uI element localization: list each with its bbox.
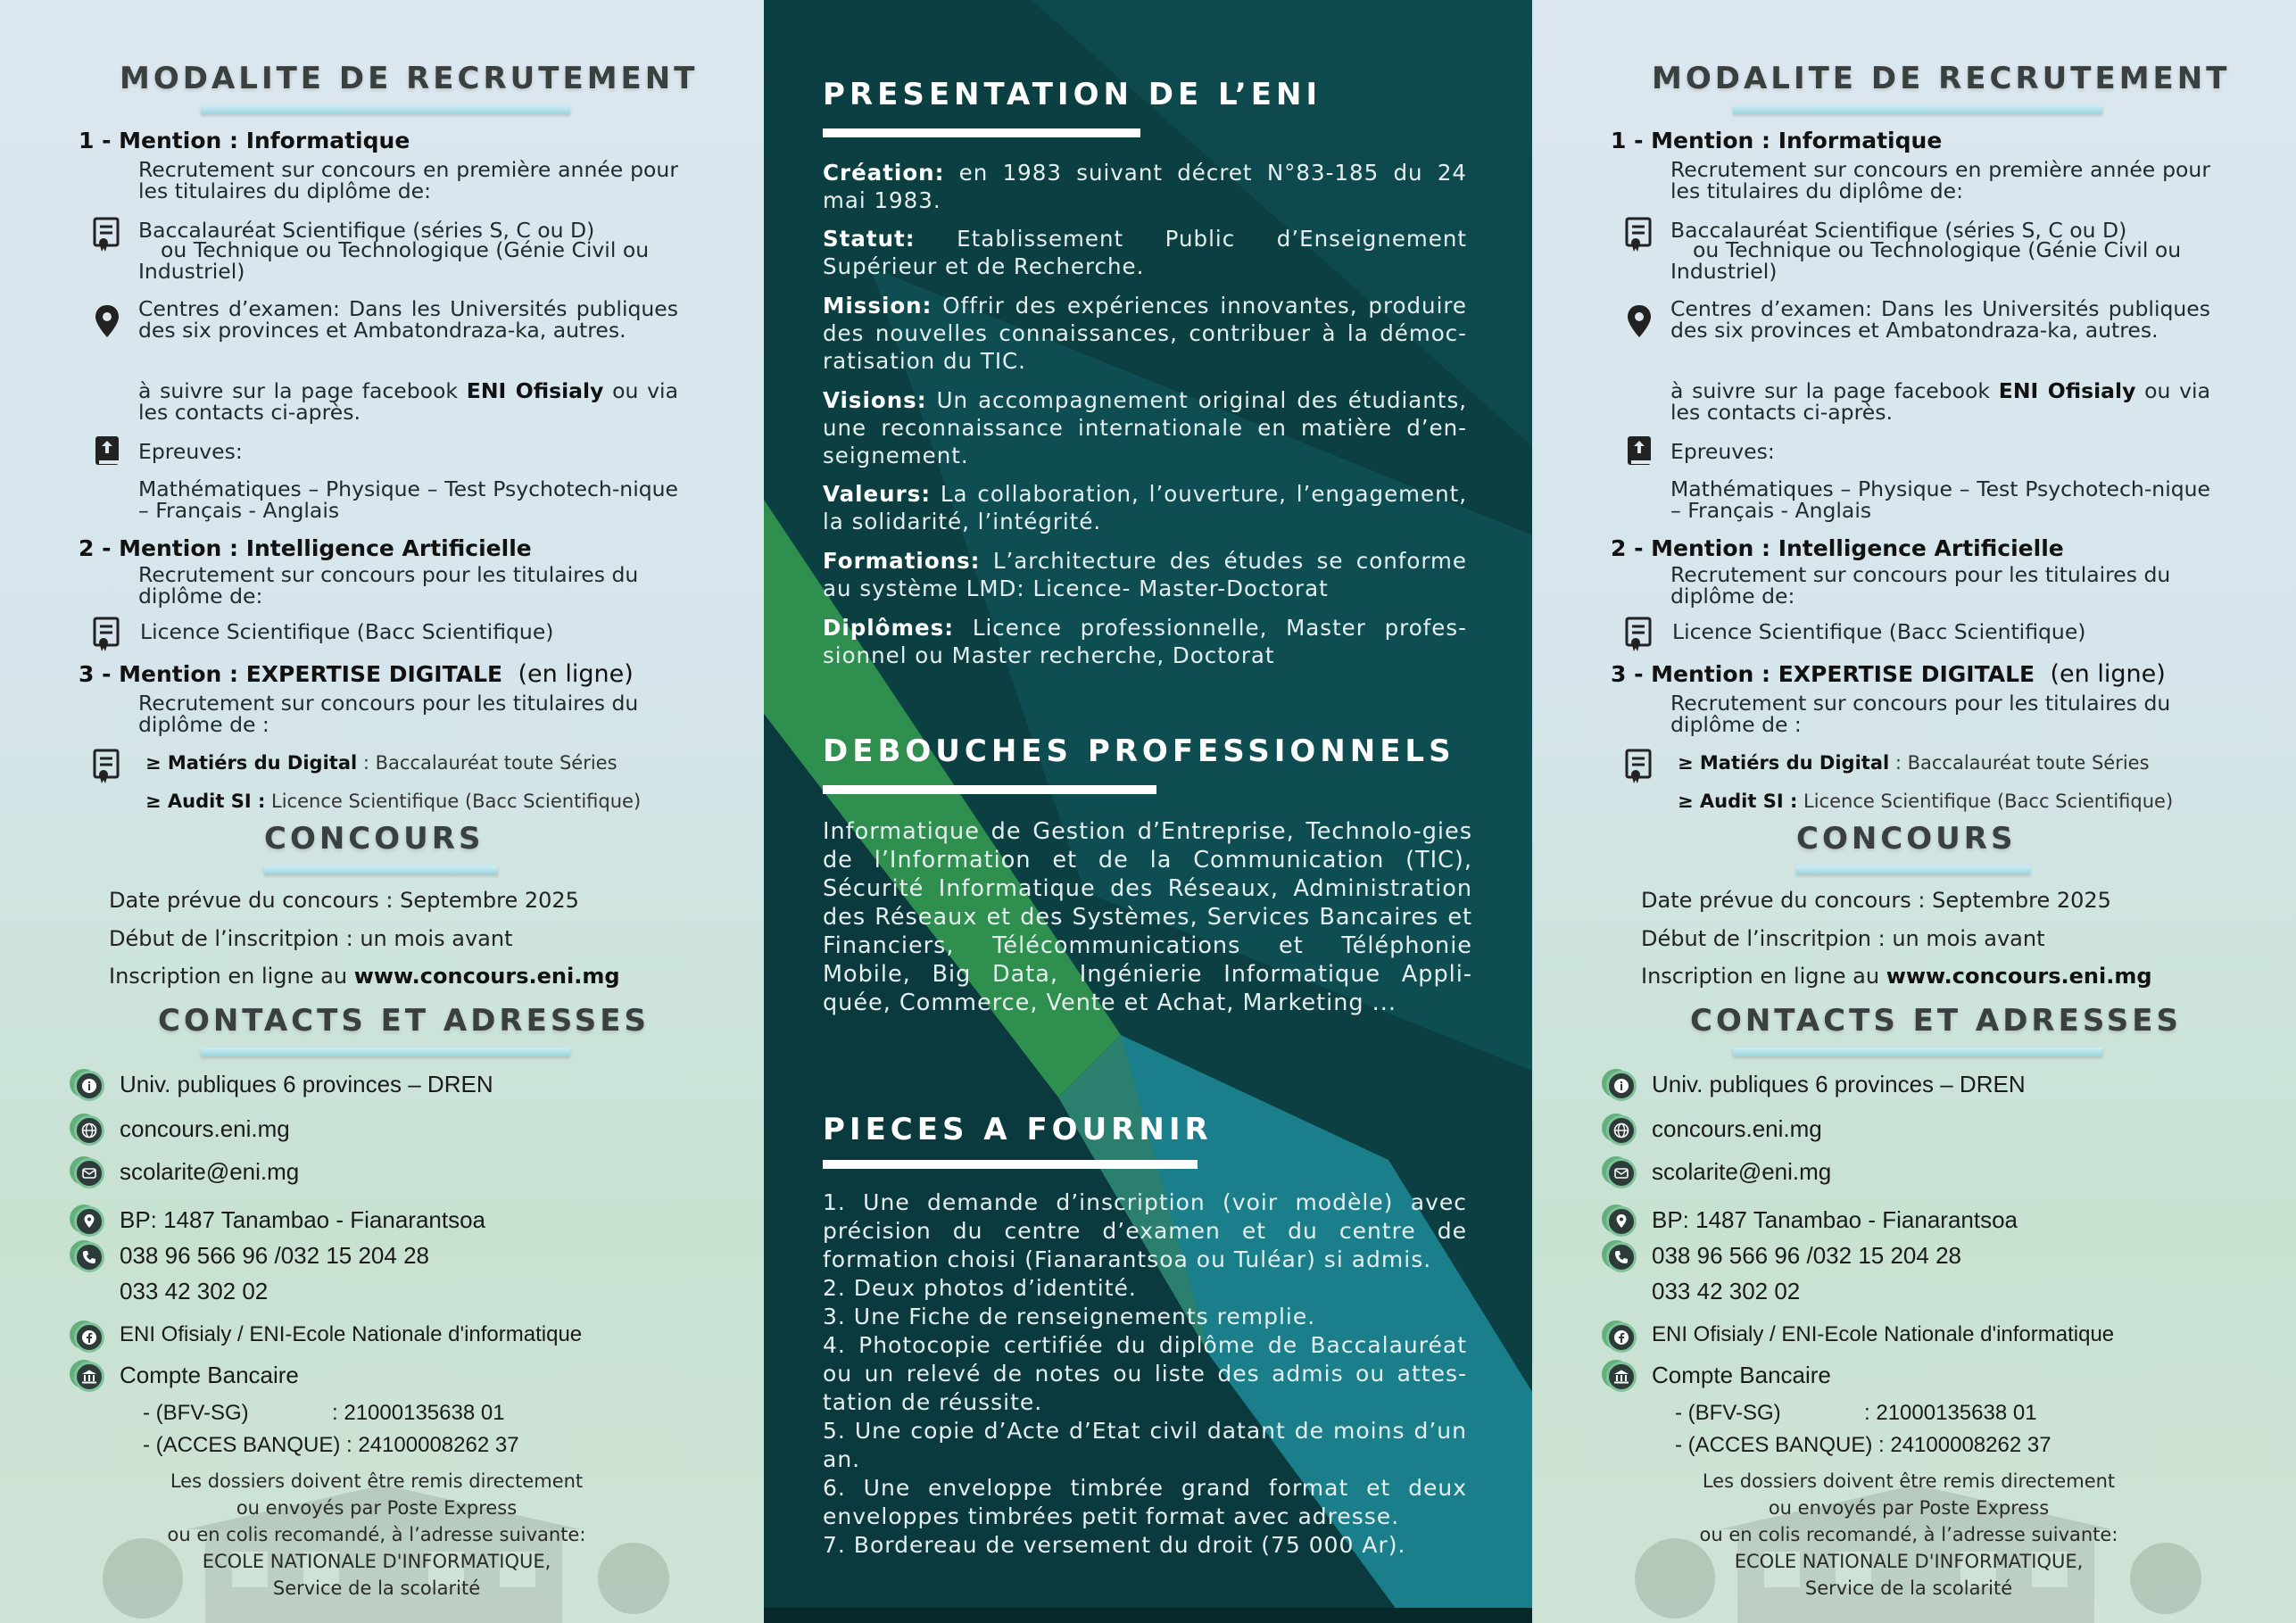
list-item: 3. Une Fiche de renseignements remplie. bbox=[823, 1304, 1316, 1329]
list-item: 4. Photocopie certifiée du diplôme de Baccalauréat ou un relevé de notes ou liste des admis ou attes-tation de réussite. bbox=[823, 1332, 1467, 1415]
list-item: 7. Bordereau de versement du droit (75 000 Ar). bbox=[823, 1532, 1406, 1558]
presentation-mission: Mission: Offrir des expériences innovantes, produire des nouvelles connaissances, contribuer à la démoc-ratisation du TIC. bbox=[823, 293, 1467, 374]
contact-phone-1: 038 96 566 96 /032 15 204 28 bbox=[120, 1242, 429, 1269]
contact-website[interactable]: concours.eni.mg bbox=[1652, 1115, 1822, 1142]
phone-icon bbox=[74, 1242, 104, 1272]
mention-2-intro: Recrutement sur concours pour les titulaires du diplôme de: bbox=[138, 562, 639, 609]
submission-notice: Les dossiers doivent être remis directement ou envoyés par Poste Express ou en colis recomandé, à l’adresse suivante: ECOLE NATIONALE D'INFORMATIQUE, Service de la scolarité bbox=[167, 1470, 586, 1599]
presentation-visions: Visions: Un accompagnement original des étudiants, une reconnaissance internationale en matière d’en-seignement. bbox=[823, 387, 1467, 468]
contact-email[interactable]: scolarite@eni.mg bbox=[1652, 1158, 1832, 1185]
certificate-icon bbox=[91, 616, 123, 651]
contact-website[interactable]: concours.eni.mg bbox=[120, 1115, 290, 1142]
certificate-icon bbox=[91, 216, 123, 252]
presentation-formations: Formations: L’architecture des études se conforme au système LMD: Licence- Master-Doctorat bbox=[823, 548, 1467, 601]
debouches-text: Informatique de Gestion d’Entreprise, Technolo-gies de l’Information et de la Communication (TIC), Sécurité Informatique des Réseaux, Administration des Réseaux et des Systèmes, Services Bancaires et Financiers, Télécommunications et Téléphonie Mobile, Big Data, Ingénierie Informatique Appli-quée, Commerce, Vente et Achat, Marketing ... bbox=[823, 818, 1472, 1016]
center-panel bbox=[764, 0, 1532, 1623]
bank-icon bbox=[1606, 1362, 1637, 1392]
list-item: 5. Une copie d’Acte d’Etat civil datant de moins d’un an. bbox=[823, 1418, 1467, 1472]
certificate-icon bbox=[91, 748, 123, 783]
contact-phone-2: 033 42 302 02 bbox=[1652, 1278, 1801, 1304]
list-item: 2. Deux photos d’identité. bbox=[823, 1275, 1137, 1301]
map-icon bbox=[74, 1206, 104, 1237]
mention-1-intro: Recrutement sur concours en première année pour les titulaires du diplôme de: bbox=[138, 157, 678, 203]
certificate-icon bbox=[1623, 216, 1655, 252]
concours-date: Date prévue du concours : Septembre 2025 bbox=[1641, 888, 2111, 913]
concours-url[interactable]: www.concours.eni.mg bbox=[1886, 964, 2152, 989]
globe-icon bbox=[1606, 1115, 1637, 1146]
mention-3-item-digital: ≥ Matiérs du Digital : Baccalauréat toute Séries bbox=[145, 752, 618, 774]
contact-compte: Compte Bancaire bbox=[120, 1362, 299, 1388]
mention-2-licence: Licence Scientifique (Bacc Scientifique) bbox=[1672, 619, 2086, 644]
mention-3-heading: 3 - Mention : EXPERTISE DIGITALE (en ligne) bbox=[1611, 660, 2166, 688]
facebook-page-name: ENI Ofisialy bbox=[1998, 378, 2136, 403]
book-icon bbox=[91, 434, 123, 469]
phone-icon bbox=[1606, 1242, 1637, 1272]
bank-account-acces: - (ACCES BANQUE) : 24100008262 37 bbox=[1675, 1433, 2051, 1457]
map-icon bbox=[1606, 1206, 1637, 1237]
presentation-diplomes: Diplômes: Licence professionnelle, Master profes-sionnel ou Master recherche, Doctorat bbox=[823, 615, 1467, 668]
mention-3-intro: Recrutement sur concours pour les titulaires du diplôme de : bbox=[138, 691, 639, 737]
contact-compte: Compte Bancaire bbox=[1652, 1362, 1831, 1388]
globe-icon bbox=[74, 1115, 104, 1146]
concours-debut: Début de l’inscritpion : un mois avant bbox=[109, 926, 513, 951]
facebook-icon bbox=[74, 1322, 104, 1353]
info-icon bbox=[1606, 1071, 1637, 1101]
facebook-icon bbox=[1606, 1322, 1637, 1353]
mention-1-epreuves-label: Epreuves: bbox=[1670, 439, 1775, 464]
mention-1-follow: à suivre sur la page facebook ENI Ofisialy ou via les contacts ci-après. bbox=[1670, 378, 2210, 425]
bank-account-bfv: - (BFV-SG) : 21000135638 01 bbox=[143, 1401, 505, 1425]
mention-1-epreuves-label: Epreuves: bbox=[138, 439, 243, 464]
contact-univ: Univ. publiques 6 provinces – DREN bbox=[1652, 1071, 2026, 1097]
title-underline bbox=[823, 128, 1140, 137]
contact-phone-2: 033 42 302 02 bbox=[120, 1278, 269, 1304]
online-tag: (en ligne) bbox=[2050, 660, 2166, 688]
presentation-valeurs: Valeurs: La collaboration, l’ouverture, l’engagement, la solidarité, l’intégrité. bbox=[823, 481, 1467, 534]
modalite-title: MODALITE DE RECRUTEMENT bbox=[1652, 61, 2231, 96]
mention-2-heading: 2 - Mention : Intelligence Artificielle bbox=[1611, 535, 2064, 561]
contact-bp: BP: 1487 Tanambao - Fianarantsoa bbox=[1652, 1206, 2018, 1233]
email-icon bbox=[74, 1158, 104, 1188]
debouches-title: DEBOUCHES PROFESSIONNELS bbox=[823, 733, 1455, 769]
book-icon bbox=[1623, 434, 1655, 469]
mention-1-bacc: Baccalauréat Scientifique (séries S, C ou D) bbox=[1670, 218, 2127, 243]
presentation-title: PRESENTATION DE L’ENI bbox=[823, 77, 1322, 112]
facebook-page-name: ENI Ofisialy bbox=[466, 378, 604, 403]
contact-facebook[interactable]: ENI Ofisialy / ENI-Ecole Nationale d'informatique bbox=[1652, 1322, 2115, 1346]
mention-2-intro: Recrutement sur concours pour les titulaires du diplôme de: bbox=[1670, 562, 2171, 609]
title-underline bbox=[1796, 865, 2030, 874]
mention-1-centres: Centres d’examen: Dans les Universités publiques des six provinces et Ambatondraza-ka, autres. bbox=[138, 296, 678, 343]
mention-1-epreuves: Mathématiques – Physique – Test Psychotech-nique – Français - Anglais bbox=[138, 476, 678, 523]
title-underline bbox=[201, 105, 570, 114]
bank-account-acces: - (ACCES BANQUE) : 24100008262 37 bbox=[143, 1433, 519, 1457]
email-icon bbox=[1606, 1158, 1637, 1188]
certificate-icon bbox=[1623, 616, 1655, 651]
mention-1-intro: Recrutement sur concours en première année pour les titulaires du diplôme de: bbox=[1670, 157, 2210, 203]
mention-1-heading: 1 - Mention : Informatique bbox=[79, 128, 410, 153]
contacts-title: CONTACTS ET ADRESSES bbox=[1690, 1003, 2183, 1039]
location-pin-icon bbox=[91, 303, 123, 339]
title-underline bbox=[1733, 1047, 2102, 1056]
mention-1-bacc: Baccalauréat Scientifique (séries S, C ou D) bbox=[138, 218, 595, 243]
mention-1-bacc-2: ou Technique ou Technologique (Génie Civil ou Industriel) bbox=[138, 237, 650, 284]
info-icon bbox=[74, 1071, 104, 1101]
certificate-icon bbox=[1623, 748, 1655, 783]
mention-3-item-audit: ≥ Audit SI : Licence Scientifique (Bacc Scientifique) bbox=[145, 791, 642, 812]
contact-email[interactable]: scolarite@eni.mg bbox=[120, 1158, 300, 1185]
concours-date: Date prévue du concours : Septembre 2025 bbox=[109, 888, 579, 913]
concours-title: CONCOURS bbox=[1796, 821, 2017, 857]
contact-univ: Univ. publiques 6 provinces – DREN bbox=[120, 1071, 493, 1097]
mention-3-intro: Recrutement sur concours pour les titulaires du diplôme de : bbox=[1670, 691, 2171, 737]
mention-3-item-audit: ≥ Audit SI : Licence Scientifique (Bacc Scientifique) bbox=[1678, 791, 2174, 812]
location-pin-icon bbox=[1623, 303, 1655, 339]
concours-inscription: Inscription en ligne au www.concours.eni.mg bbox=[109, 964, 620, 989]
mention-1-epreuves: Mathématiques – Physique – Test Psychotech-nique – Français - Anglais bbox=[1670, 476, 2210, 523]
title-underline bbox=[1733, 105, 2102, 114]
pieces-list bbox=[823, 1188, 1467, 1560]
list-item: 1. Une demande d’inscription (voir modèle) avec précision du centre d’examen et du centre de formation choisi (Fianarantsoa ou Tuléar) si admis. bbox=[823, 1189, 1467, 1272]
mention-1-heading: 1 - Mention : Informatique bbox=[1611, 128, 1943, 153]
mention-1-follow: à suivre sur la page facebook ENI Ofisialy ou via les contacts ci-après. bbox=[138, 378, 678, 425]
contact-facebook[interactable]: ENI Ofisialy / ENI-Ecole Nationale d'informatique bbox=[120, 1322, 583, 1346]
bank-account-bfv: - (BFV-SG) : 21000135638 01 bbox=[1675, 1401, 2037, 1425]
modalite-title: MODALITE DE RECRUTEMENT bbox=[120, 61, 699, 96]
title-underline bbox=[201, 1047, 570, 1056]
concours-title: CONCOURS bbox=[264, 821, 485, 857]
concours-url[interactable]: www.concours.eni.mg bbox=[353, 964, 620, 989]
mention-3-heading: 3 - Mention : EXPERTISE DIGITALE (en ligne) bbox=[79, 660, 634, 688]
online-tag: (en ligne) bbox=[518, 660, 634, 688]
contacts-title: CONTACTS ET ADRESSES bbox=[158, 1003, 651, 1039]
concours-inscription: Inscription en ligne au www.concours.eni.mg bbox=[1641, 964, 2152, 989]
left-panel bbox=[0, 0, 764, 1623]
mention-3-item-digital: ≥ Matiérs du Digital : Baccalauréat toute Séries bbox=[1678, 752, 2150, 774]
mention-2-heading: 2 - Mention : Intelligence Artificielle bbox=[79, 535, 532, 561]
mention-2-licence: Licence Scientifique (Bacc Scientifique) bbox=[140, 619, 554, 644]
right-panel bbox=[1532, 0, 2296, 1623]
contact-phone-1: 038 96 566 96 /032 15 204 28 bbox=[1652, 1242, 1961, 1269]
title-underline bbox=[823, 1160, 1198, 1169]
concours-debut: Début de l’inscritpion : un mois avant bbox=[1641, 926, 2045, 951]
contact-bp: BP: 1487 Tanambao - Fianarantsoa bbox=[120, 1206, 486, 1233]
mention-1-centres: Centres d’examen: Dans les Universités publiques des six provinces et Ambatondraza-ka, autres. bbox=[1670, 296, 2210, 343]
presentation-creation: Création: en 1983 suivant décret N°83-185 du 24 mai 1983. bbox=[823, 160, 1467, 213]
presentation-statut: Statut: Etablissement Public d’Enseignement Supérieur et de Recherche. bbox=[823, 226, 1467, 279]
bank-icon bbox=[74, 1362, 104, 1392]
title-underline bbox=[264, 865, 498, 874]
submission-notice: Les dossiers doivent être remis directement ou envoyés par Poste Express ou en colis recomandé, à l’adresse suivante: ECOLE NATIONALE D'INFORMATIQUE, Service de la scolarité bbox=[1699, 1470, 2118, 1599]
list-item: 6. Une enveloppe timbrée grand format et deux enveloppes timbrées petit format avec adresse. bbox=[823, 1475, 1467, 1529]
mention-1-bacc-2: ou Technique ou Technologique (Génie Civil ou Industriel) bbox=[1670, 237, 2182, 284]
pieces-title: PIECES A FOURNIR bbox=[823, 1112, 1213, 1147]
title-underline bbox=[823, 785, 1156, 794]
